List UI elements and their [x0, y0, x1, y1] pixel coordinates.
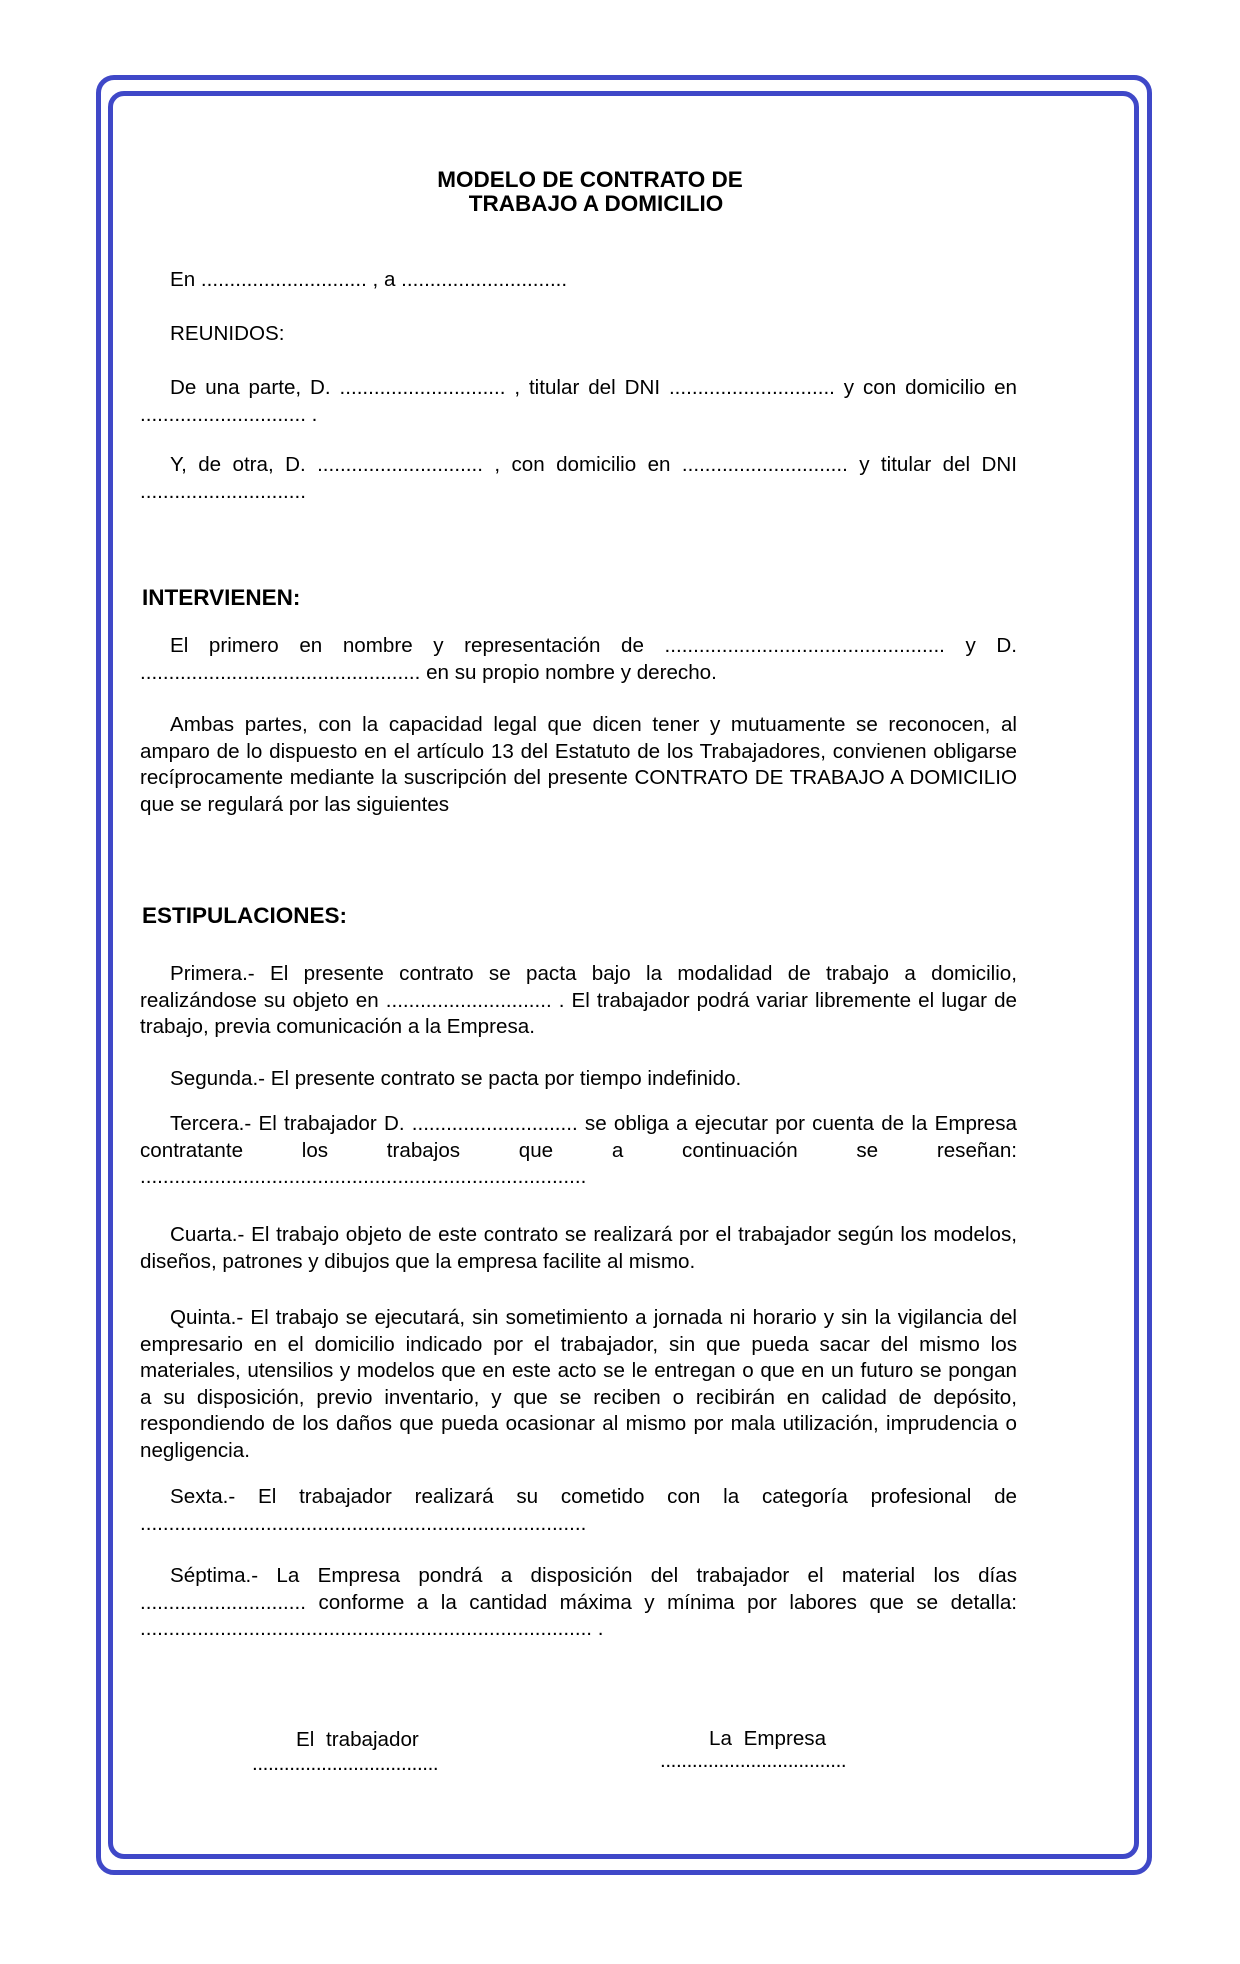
reunidos-label: REUNIDOS: — [170, 322, 285, 345]
place-date-line: En ............................. , a ............................. — [170, 268, 568, 291]
worker-signature-line[interactable]: ................................... — [252, 1752, 439, 1775]
clause-segunda: Segunda.- El presente contrato se pacta por tiempo indefinido. — [170, 1067, 742, 1090]
title-line-1: MODELO DE CONTRATO DE — [437, 167, 743, 192]
title-line-2: TRABAJO A DOMICILIO — [468, 190, 724, 216]
clause-tercera: Tercera.- El trabajador D. ............................. se obliga a ejecutar por cuenta de la Empresa contratante los trabajos que a continuación se reseñan: .............................................................................. — [140, 1112, 1017, 1188]
clause-quinta: Quinta.- El trabajo se ejecutará, sin sometimiento a jornada ni horario y sin la vigilancia del empresario en el domicilio indicado por el trabajador, sin que pueda sacar del mismo los materiales, utensilios y modelos que en este acto se le entregan o que en un futuro se pongan a su disposición, previo inventario, y que se reciben o recibirán en calidad de depósito, respondiendo de los daños que pueda ocasionar al mismo por mala utilización, imprudencia o negligencia. — [140, 1306, 1017, 1462]
agreement-paragraph: Ambas partes, con la capacidad legal que dicen tener y mutuamente se reconocen, al amparo de lo dispuesto en el artículo 13 del Estatuto de los Trabajadores, convienen obligarse recíprocamente mediante la suscripción del presente CONTRATO DE TRABAJO A DOMICILIO que se regulará por las siguientes — [140, 713, 1017, 816]
company-signature-line[interactable]: ................................... — [660, 1749, 847, 1772]
clause-primera: Primera.- El presente contrato se pacta bajo la modalidad de trabajo a domicilio, realizándose su objeto en ............................. . El trabajador podrá variar libremente el lugar de trabajo, previa comunicación a la Empresa. — [140, 962, 1017, 1038]
estipulaciones-heading: ESTIPULACIONES: — [142, 903, 348, 928]
intervienen-paragraph: El primero en nombre y representación de ................................................. y D. ................................................. en su propio nombre y derecho. — [140, 634, 1017, 684]
intervienen-heading: INTERVIENEN: — [142, 585, 301, 610]
party-one-paragraph: De una parte, D. ............................. , titular del DNI ............................. y con domicilio en ............................. . — [140, 376, 1017, 426]
company-signature-label: La Empresa — [709, 1727, 827, 1750]
document-title — [380, 168, 800, 215]
worker-signature-label: El trabajador — [296, 1728, 419, 1751]
clause-sexta: Sexta.- El trabajador realizará su cometido con la categoría profesional de .............................................................................. — [140, 1485, 1017, 1535]
clause-septima: Séptima.- La Empresa pondrá a disposición del trabajador el material los días ............................. conforme a la cantidad máxima y mínima por labores que se detalla: ............................................................................... . — [140, 1564, 1017, 1640]
party-two-paragraph: Y, de otra, D. ............................. , con domicilio en ............................. y titular del DNI ............................. — [140, 453, 1017, 503]
clause-cuarta: Cuarta.- El trabajo objeto de este contrato se realizará por el trabajador según los modelos, diseños, patrones y dibujos que la empresa facilite al mismo. — [140, 1223, 1017, 1273]
